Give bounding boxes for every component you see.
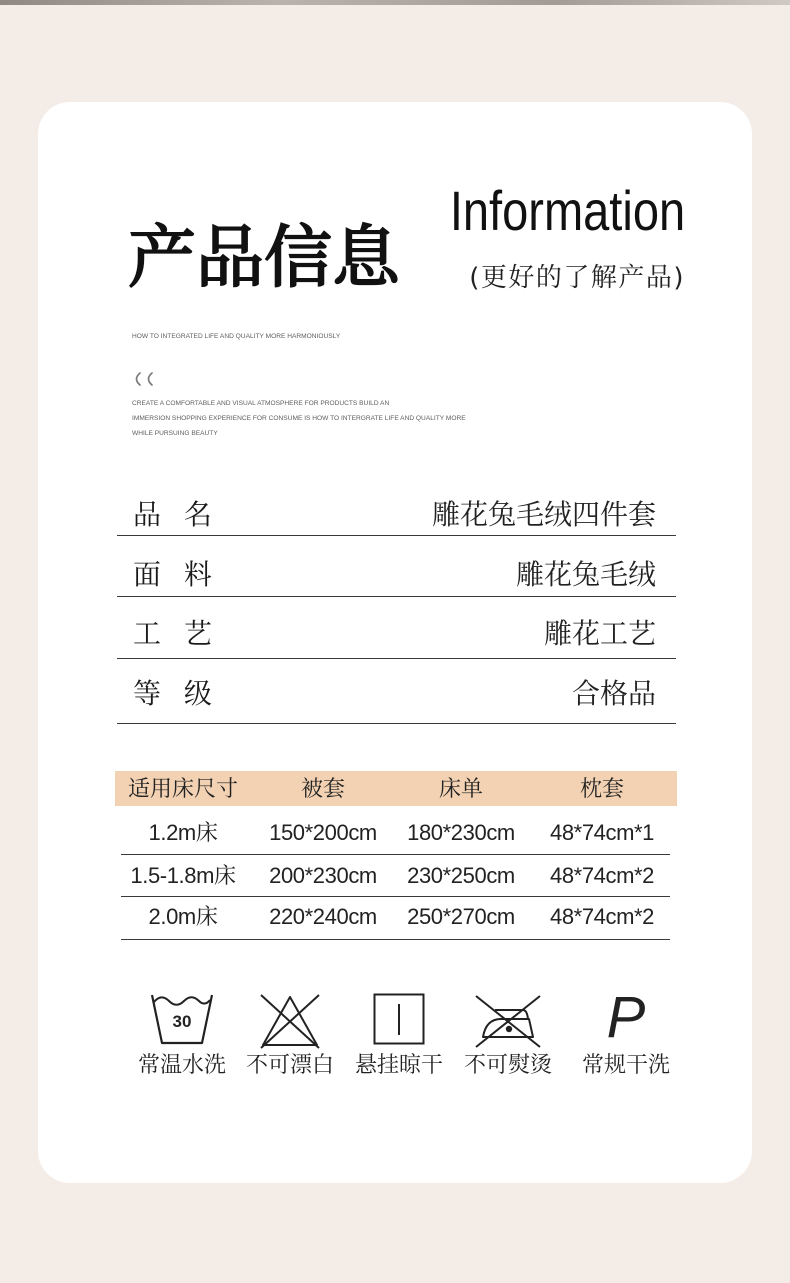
spec-value: 合格品 [571,677,656,710]
size-cell: 48*74cm*2 [549,863,655,888]
care-item-dryclean [571,985,681,1083]
quote-mark-left [137,373,141,385]
hang-dry-icon [373,993,425,1045]
size-header-cell: 枕套 [579,777,624,802]
care-item-iron [453,991,563,1083]
top-photo-edge [0,0,790,5]
spec-row-craft [117,604,676,659]
spec-row-grade [117,664,676,724]
size-cell: 2.0m床 [148,904,218,929]
care-label: 常温水洗 [137,1053,226,1078]
quote-line: CREATE A COMFORTABLE AND VISUAL ATMOSPHERE FOR PRODUCTS BUILD AN [132,400,390,407]
spec-value: 雕花兔毛绒 [515,558,656,591]
size-table-row [115,898,677,940]
spec-label: 工 艺 [133,617,219,650]
no-iron-icon [473,993,543,1050]
quote-line: WHILE PURSUING BEAUTY [132,430,218,437]
size-cell: 180*230cm [407,820,515,845]
size-table-row [115,814,677,855]
quote-icon [132,372,156,386]
iron-dot [506,1026,512,1032]
care-label: 不可熨烫 [463,1053,552,1078]
quote-text [132,396,466,441]
spec-row-fabric [117,545,676,597]
wash-30-icon [150,993,214,1045]
care-item-bleach [235,991,345,1083]
size-cell: 230*250cm [407,863,515,888]
size-header-cell: 适用床尺寸 [127,777,238,802]
care-label: 悬挂晾干 [354,1053,443,1078]
dry-clean-symbol: P [606,985,646,1050]
care-item-wash [127,991,237,1083]
size-cell: 220*240cm [269,904,377,929]
size-table-header [115,771,677,806]
page-title: 产品信息 [128,219,401,298]
size-table-row [115,857,677,897]
size-cell: 200*230cm [269,863,377,888]
size-cell: 48*74cm*2 [549,904,655,929]
spec-value: 雕花工艺 [543,617,656,650]
spec-row-name [117,485,676,536]
size-cell: 1.2m床 [148,820,218,845]
product-info-card [38,102,752,1183]
quote-mark-right [149,373,153,385]
cross-line [261,995,319,1048]
spec-label: 品 名 [133,498,219,531]
no-bleach-icon [259,993,321,1050]
care-label: 常规干洗 [581,1053,670,1078]
care-label: 不可漂白 [245,1053,334,1078]
title-english: Information [449,179,685,242]
tagline: HOW TO INTEGRATED LIFE AND QUALITY MORE HARMONIOUSLY [132,333,341,340]
wash-temperature: 30 [172,1012,192,1031]
care-item-dry [344,991,454,1083]
size-cell: 1.5-1.8m床 [130,863,236,888]
size-header-cell: 被套 [300,777,345,802]
size-cell: 150*200cm [269,820,377,845]
spec-label: 等 级 [133,677,219,710]
quote-line: IMMERSION SHOPPING EXPERIENCE FOR CONSUME IS HOW TO INTERGRATE LIFE AND QUALITY MORE [132,415,466,422]
dry-clean-p-icon [604,985,648,1050]
water-wave [154,997,210,1005]
size-cell: 250*270cm [407,904,515,929]
spec-value: 雕花兔毛绒四件套 [431,498,656,531]
size-header-cell: 床单 [438,777,483,802]
size-cell: 48*74cm*1 [549,820,655,845]
spec-label: 面 料 [133,558,219,591]
subtitle: (更好的了解产品) [469,263,685,293]
